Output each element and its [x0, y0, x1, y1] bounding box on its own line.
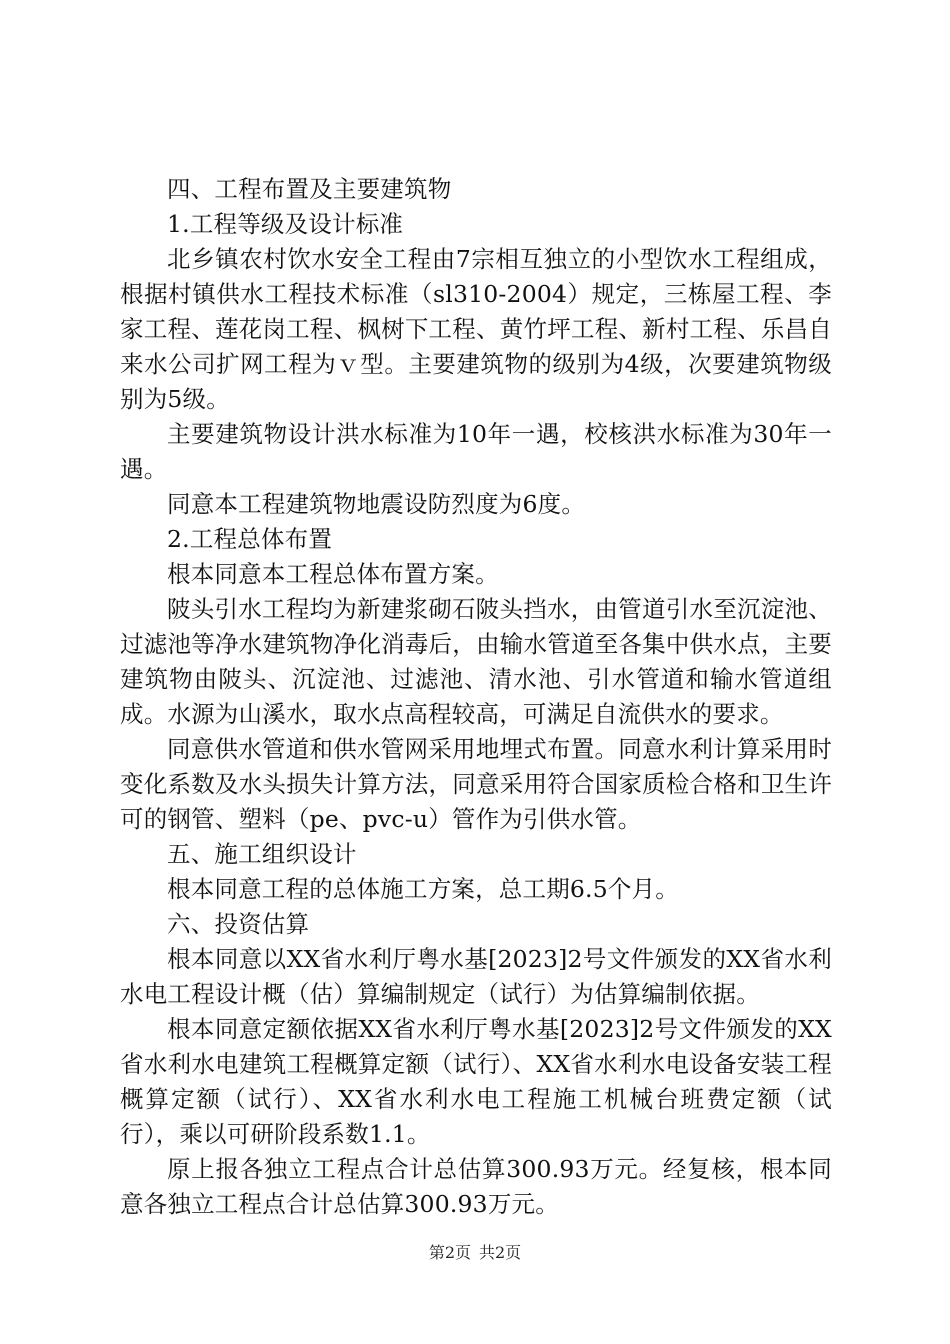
- paragraph-project-grade: 北乡镇农村饮水安全工程由7宗相互独立的小型饮水工程组成，根据村镇供水工程技术标准（sl310-2004）规定，三栋屋工程、李家工程、莲花岗工程、枫树下工程、黄竹坪工程、新村工程、乐昌自来水公司扩网工程为ｖ型。主要建筑物的级别为4级，次要建筑物级别为5级。: [120, 245, 832, 413]
- subsection-heading-grade: 1.工程等级及设计标准: [167, 210, 404, 238]
- page-footer: [0, 1243, 950, 1263]
- section-heading-construction: 五、施工组织设计: [167, 840, 357, 868]
- section-heading-layout: 四、工程布置及主要建筑物: [167, 175, 452, 203]
- paragraph-diversion-works: 陂头引水工程均为新建浆砌石陂头挡水，由管道引水至沉淀池、过滤池等净水建筑物净化消毒后，由输水管道至各集中供水点，主要建筑物由陂头、沉淀池、过滤池、清水池、引水管道和输水管道组成。水源为山溪水，取水点高程较高，可满足自流供水的要求。: [120, 595, 832, 728]
- paragraph-construction-plan: 根本同意工程的总体施工方案，总工期6.5个月。: [167, 875, 679, 903]
- paragraph-layout-approval: 根本同意本工程总体布置方案。: [167, 560, 499, 588]
- section-heading-investment: 六、投资估算: [167, 910, 310, 938]
- document-body: [120, 172, 832, 1222]
- page-total: 共2页: [479, 1243, 522, 1262]
- subsection-heading-layout: 2.工程总体布置: [167, 525, 333, 553]
- paragraph-pipeline: 同意供水管道和供水管网采用地埋式布置。同意水利计算采用时变化系数及水头损失计算方法，同意采用符合国家质检合格和卫生许可的钢管、塑料（pe、pvc-u）管作为引供水管。: [120, 735, 832, 833]
- page-number: 第2页: [428, 1243, 471, 1262]
- paragraph-quota-basis: 根本同意定额依据XX省水利厅粤水基[2023]2号文件颁发的XX省水利水电建筑工程概算定额（试行）、XX省水利水电设备安装工程概算定额（试行）、XX省水利水电工程施工机械台班费定额（试行），乘以可研阶段系数1.1。: [120, 1015, 832, 1148]
- paragraph-estimate-basis: 根本同意以XX省水利厅粤水基[2023]2号文件颁发的XX省水利水电工程设计概（估）算编制规定（试行）为估算编制依据。: [120, 945, 832, 1008]
- paragraph-flood-standard: 主要建筑物设计洪水标准为10年一遇，校核洪水标准为30年一遇。: [120, 420, 832, 483]
- paragraph-total-estimate: 原上报各独立工程点合计总估算300.93万元。经复核，根本同意各独立工程点合计总估算300.93万元。: [120, 1155, 832, 1218]
- paragraph-seismic: 同意本工程建筑物地震设防烈度为6度。: [167, 490, 586, 518]
